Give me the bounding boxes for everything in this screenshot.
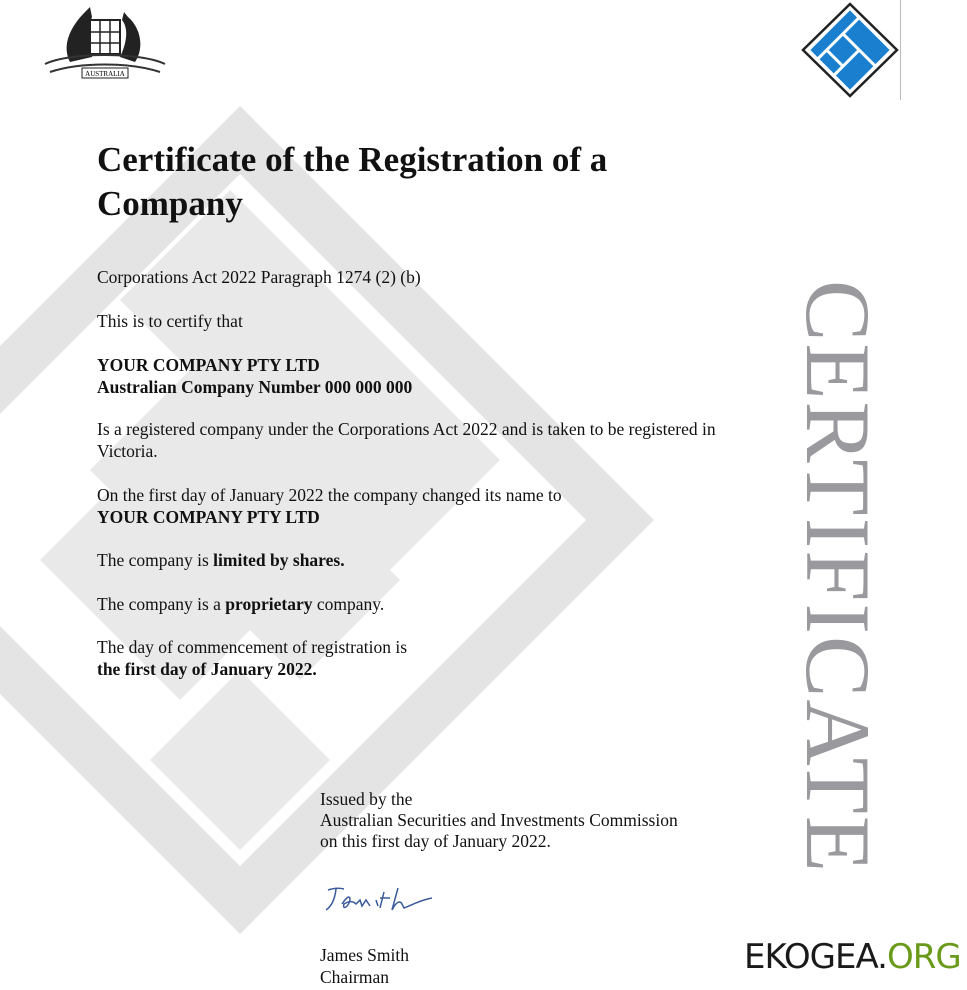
certificate-title: Certificate of the Registration of a Company [97,140,608,223]
type-value: proprietary [225,594,313,614]
signatory-name: James Smith [320,945,409,965]
commencement-intro: The day of commencement of registration is [97,637,408,657]
registration-statement: Is a registered company under the Corporations Act 2022 and is taken to be registered in Victoria. [97,419,716,461]
asic-logo-icon [800,2,900,98]
name-change-intro: On the first day of January 2022 the company changed its name to [97,485,562,505]
issued-line-2: Australian Securities and Investments Commission [320,810,678,830]
signatory-title: Chairman [320,967,390,987]
signature [320,880,440,925]
type-suffix: company. [312,594,385,614]
limited-statement [97,549,787,571]
signature-icon [320,880,440,920]
act-reference: Corporations Act 2022 Paragraph 1274 (2) (b) [97,267,421,287]
issued-line-3: on this first day of January 2022. [320,831,551,851]
issued-line-1: Issued by the [320,789,413,809]
limited-value: limited by shares. [213,550,345,570]
company-type-statement [97,593,787,615]
company-name: YOUR COMPANY PTY LTD [97,355,320,375]
page-edge [900,0,901,100]
limited-prefix: The company is [97,550,214,570]
svg-text:AUSTRALIA: AUSTRALIA [85,70,125,78]
site-watermark-name: EKOGEA. [744,937,887,977]
certify-intro: This is to certify that [97,311,243,331]
certificate-side-text: CERTIFICATE [787,280,889,875]
coat-of-arms-icon [40,2,170,82]
type-prefix: The company is a [97,594,226,614]
site-watermark-tld: ORG [886,937,961,977]
company-number: Australian Company Number 000 000 000 [97,377,413,397]
new-company-name: YOUR COMPANY PTY LTD [97,507,320,527]
site-watermark [744,936,967,978]
commencement-date: the first day of January 2022. [97,659,317,679]
